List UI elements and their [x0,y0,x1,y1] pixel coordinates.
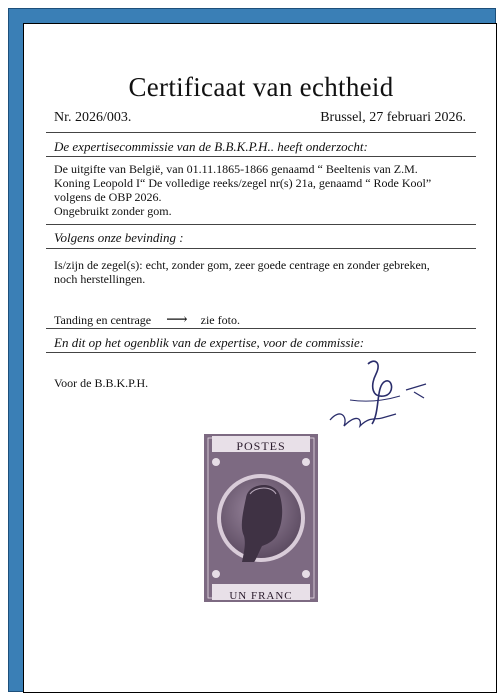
certificate-border [8,8,496,692]
handwritten-signature [310,356,430,436]
stamp-artwork [198,428,324,608]
certificate-number: Nr. 2026/003. [54,110,132,125]
tanding-label: Tanding en centrage [54,313,152,327]
signatory-label: Voor de B.B.K.P.H. [54,376,149,390]
place-date: Brussel, 27 februari 2026. [320,110,466,125]
findings-line: noch herstellingen. [54,272,146,286]
divider [46,156,476,157]
certificate-paper [23,23,497,693]
tanding-value: zie foto. [200,313,240,327]
findings-heading: Volgens onze bevinding : [54,230,184,245]
subject-line: De uitgifte van België, van 01.11.1865-1866 genaamd “ Beeltenis van Z.M. [54,162,418,176]
intro-text: De expertisecommissie van de B.B.K.P.H.. heeft onderzocht: [54,139,368,154]
arrow-right-icon: ⟶ [166,312,188,328]
subject-line: volgens de OBP 2026. [54,190,162,204]
tanding-row [54,310,240,329]
findings-paragraph [54,258,474,286]
stamp-image [198,428,324,608]
certificate-title: Certificaat van echtheid [128,72,394,102]
closing-text: En dit op het ogenblik van de expertise, voor de commissie: [54,335,365,350]
subject-line: Koning Leopold I“ De volledige reeks/zegel nr(s) 21a, genaamd “ Rode Kool” [54,176,432,190]
divider [46,248,476,249]
divider [46,352,476,353]
subject-paragraph [54,162,474,218]
divider [46,132,476,133]
stamp-top-text: POSTES [236,439,286,453]
subject-line: Ongebruikt zonder gom. [54,204,172,218]
divider [46,224,476,225]
stamp-value-text: UN FRANC [229,590,293,602]
findings-line: Is/zijn de zegel(s): echt, zonder gom, zeer goede centrage en zonder gebreken, [54,258,430,272]
divider [46,328,476,329]
